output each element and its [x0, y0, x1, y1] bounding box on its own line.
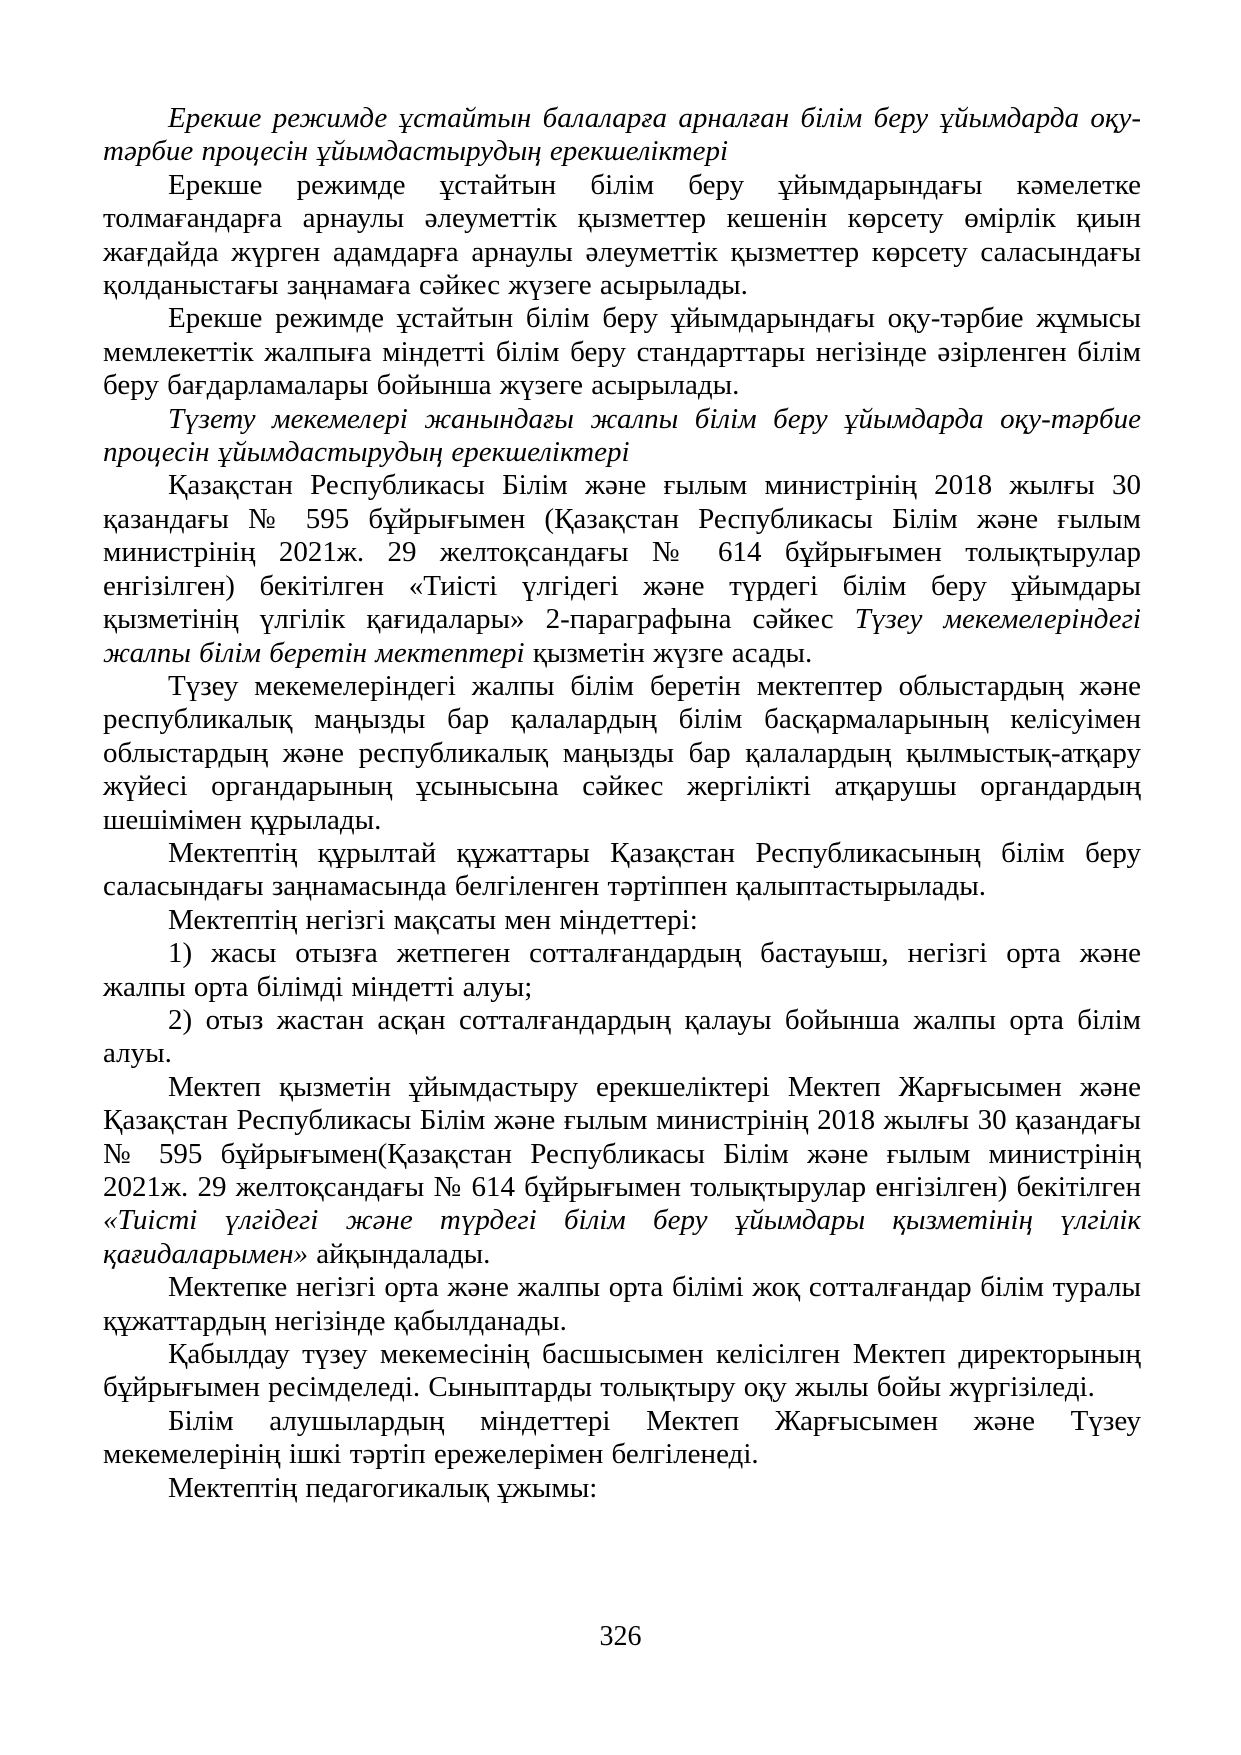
text-run: Түзеу мекемелеріндегі жалпы білім беретін мектептер облыстардың және республикалық маңызды бар қалалардың білім басқармаларының келісуімен облыстардың және республикалық маңызды бар қалалардың қылмыстық-атқару жүйесі органдарының ұсынысына сәйкес жергілікті атқарушы органдардың шешімімен құрылады. [103, 669, 1141, 836]
text-body [103, 102, 1141, 1505]
paragraph [103, 1472, 1141, 1505]
paragraph [103, 169, 1141, 303]
text-run: Мектептің құрылтай құжаттары Қазақстан Республикасының білім беру саласындағы заңнамасында белгіленген тәртіппен қалыптастырылады. [103, 836, 1141, 903]
italic-text-run: Түзеу мекемелеріндегі жалпы білім беретін мектептері [103, 603, 1141, 669]
text-run: 2) отыз жастан асқан сотталғандардың қалауы бойынша жалпы орта білім алуы. [103, 1003, 1141, 1070]
paragraph [103, 1004, 1141, 1071]
text-run: айқындалады. [307, 1237, 491, 1270]
paragraph [103, 937, 1141, 1004]
text-run: қызметін жүзге асады. [524, 636, 813, 669]
paragraph [103, 1271, 1141, 1338]
paragraph [103, 469, 1141, 669]
text-run: Мектепке негізгі орта және жалпы орта білімі жоқ сотталғандар білім туралы құжаттардың негізінде қабылданады. [103, 1271, 1141, 1337]
paragraph [103, 837, 1141, 904]
text-run: Ерекше режимде ұстайтын білім беру ұйымдарындағы оқу-тәрбие жұмысы мемлекеттік жалпыға міндетті білім беру стандарттары негізінде әзірленген білім беру бағдарламалары бойынша жүзеге асырылады. [103, 302, 1141, 402]
italic-text-run: Түзету мекемелері жанындағы жалпы білім беру ұйымдарда оқу-тәрбие процесін ұйымдастырудың ерекшеліктері [103, 402, 1141, 469]
text-run: Мектеп қызметін ұйымдастыру ерекшеліктері Мектеп Жарғысымен және Қазақстан Республикасы Білім және ғылым министрінің 2018 жылғы 30 қазандағы № 595 бұйрығымен(Қазақстан Республикасы Білім және ғылым министрінің 2021ж. 29 желтоқсандағы № 614 бұйрығымен толықтырулар енгізілген) бекітілген [103, 1070, 1141, 1203]
text-run: Қабылдау түзеу мекемесінің басшысымен келісілген Мектеп директорының бұйрығымен ресімделеді. Сыныптарды толықтыру оқу жылы бойы жүргізіледі. [103, 1338, 1141, 1404]
paragraph [103, 403, 1141, 470]
italic-text-run: «Тиісті үлгідегі және түрдегі білім беру ұйымдары қызметінің үлгілік қағидаларымен» [103, 1204, 1141, 1270]
text-run: Мектептің педагогикалық ұжымы: [168, 1471, 598, 1504]
italic-text-run: Ерекше режимде ұстайтын балаларға арналған білім беру ұйымдарда оқу-тәрбие процесін ұйымдастырудың ерекшеліктері [103, 102, 1141, 168]
paragraph [103, 670, 1141, 837]
text-run: Мектептің негізгі мақсаты мен міндеттері: [168, 903, 698, 936]
paragraph [103, 302, 1141, 402]
paragraph [103, 904, 1141, 937]
page-number: 326 [599, 1621, 642, 1652]
paragraph [103, 1405, 1141, 1472]
text-run: Ерекше режимде ұстайтын білім беру ұйымдарындағы кәмелетке толмағандарға арнаулы әлеуметтік қызметтер кешенін көрсету өмірлік қиын жағдайда жүрген адамдарға арнаулы әлеуметтік қызметтер көрсету саласындағы қолданыстағы заңнамаға сәйкес жүзеге асырылады. [103, 168, 1141, 302]
paragraph [103, 1071, 1141, 1271]
text-run: Білім алушылардың міндеттері Мектеп Жарғысымен және Түзеу мекемелерінің ішкі тәртіп ережелерімен белгіленеді. [103, 1404, 1141, 1471]
text-run: 1) жасы отызға жетпеген сотталғандардың бастауыш, негізгі орта және жалпы орта білімді міндетті алуы; [103, 937, 1141, 1003]
text-run: Қазақстан Республикасы Білім және ғылым министрінің 2018 жылғы 30 қазандағы № 595 бұйрығымен (Қазақстан Республикасы Білім және ғылым министрінің 2021ж. 29 желтоқсандағы № 614 бұйрығымен толықтырулар енгізілген) бекітілген «Тиісті үлгідегі және түрдегі білім беру ұйымдары қызметінің үлгілік қағидалары» 2-параграфына сәйкес [103, 469, 1141, 636]
paragraph [103, 1338, 1141, 1405]
paragraph [103, 102, 1141, 169]
